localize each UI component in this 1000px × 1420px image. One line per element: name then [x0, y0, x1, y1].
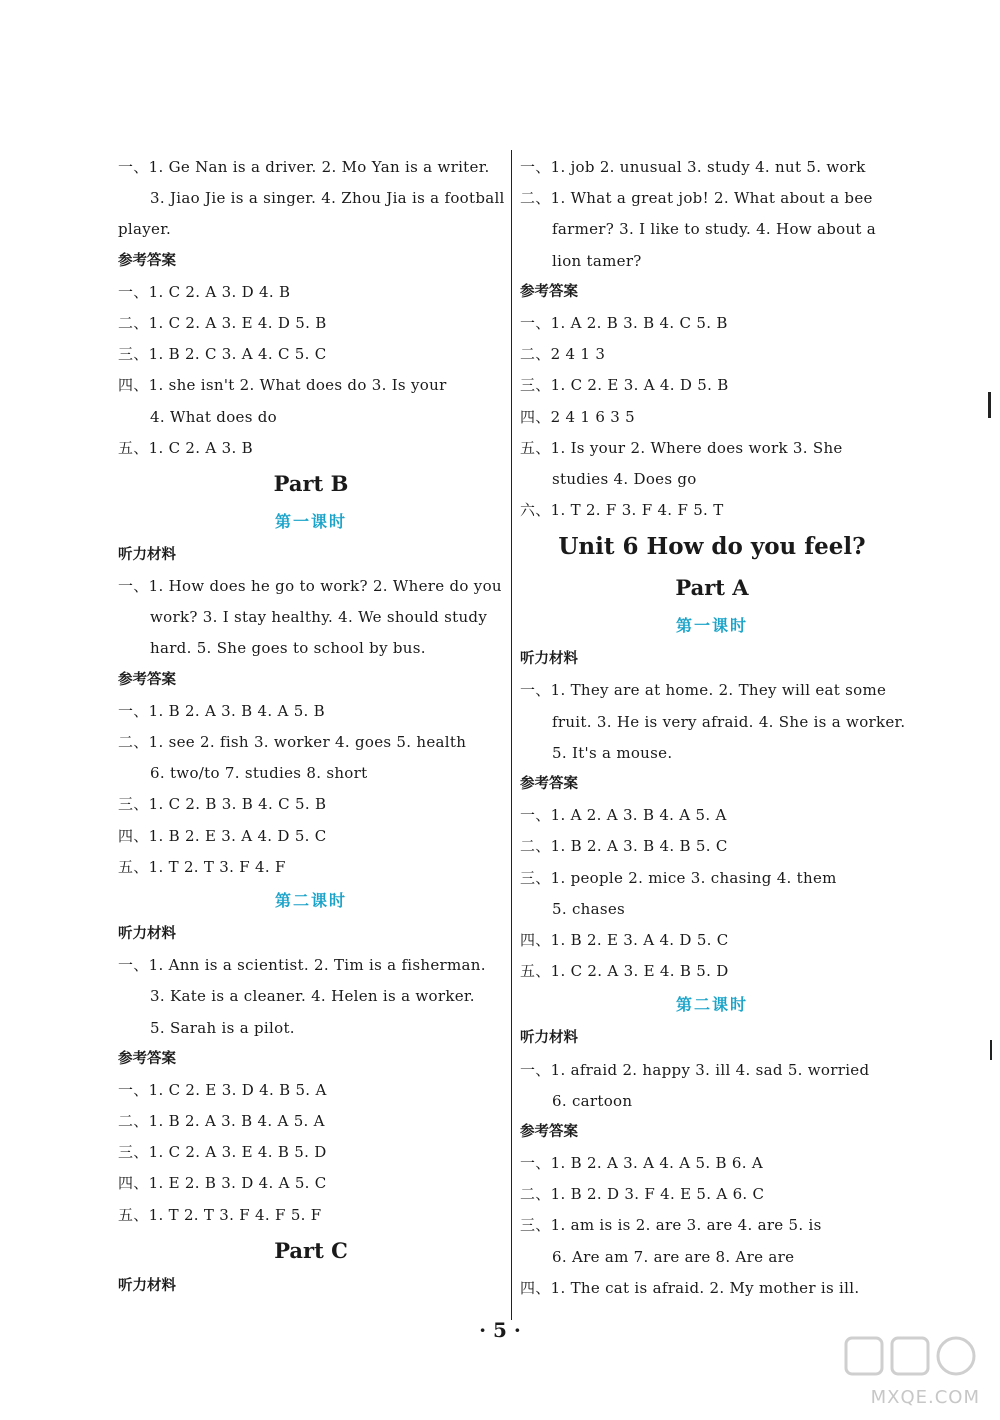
left-answer-line: 五、1. T 2. T 3. F 4. F 5. F — [118, 1205, 322, 1224]
left-answer-line: 三、1. C 2. A 3. E 4. B 5. D — [118, 1143, 327, 1162]
left-column — [118, 152, 504, 1302]
right-section-label: 参考答案 — [520, 776, 578, 792]
right-lesson-heading: 第二课时 — [675, 995, 748, 1015]
scan-edge-mark — [988, 392, 991, 418]
right-answer-line: 6. cartoon — [552, 1091, 633, 1110]
right-unit-heading: Unit 6 How do you feel? — [558, 533, 866, 561]
right-answer-line: 六、1. T 2. F 3. F 4. F 5. T — [520, 501, 724, 520]
right-answer-line: 三、1. people 2. mice 3. chasing 4. them — [520, 868, 837, 887]
right-answer-line: 五、1. Is your 2. Where does work 3. She — [520, 438, 843, 457]
right-answer-line: lion tamer? — [552, 251, 642, 270]
left-answer-line: 五、1. T 2. T 3. F 4. F — [118, 857, 286, 876]
right-answer-line: 三、1. am is is 2. are 3. are 4. are 5. is — [520, 1216, 822, 1235]
right-answer-line: 一、1. afraid 2. happy 3. ill 4. sad 5. worried — [520, 1060, 870, 1079]
left-answer-line: player. — [118, 220, 172, 239]
right-answer-line: 一、1. job 2. unusual 3. study 4. nut 5. work — [520, 158, 866, 176]
left-answer-line: 二、1. C 2. A 3. E 4. D 5. B — [118, 313, 327, 332]
right-answer-line: 一、1. A 2. A 3. B 4. A 5. A — [520, 806, 727, 825]
right-answer-line: 6. Are am 7. are are 8. Are are — [552, 1247, 795, 1266]
left-part-heading: Part B — [273, 470, 349, 496]
right-answer-line: 一、1. They are at home. 2. They will eat some — [520, 681, 887, 700]
right-answer-line: 四、2 4 1 6 3 5 — [520, 407, 636, 426]
left-section-label: 听力材料 — [118, 546, 176, 563]
left-section-label: 参考答案 — [118, 252, 176, 269]
left-section-label: 听力材料 — [118, 925, 176, 942]
left-answer-line: 一、1. Ge Nan is a driver. 2. Mo Yan is a writer. — [118, 158, 490, 176]
right-answer-line: fruit. 3. He is very afraid. 4. She is a worker. — [552, 712, 906, 731]
left-answer-line: 二、1. B 2. A 3. B 4. A 5. A — [118, 1112, 325, 1131]
right-section-label: 参考答案 — [520, 283, 578, 300]
right-answer-line: 二、1. What a great job! 2. What about a bee — [520, 189, 873, 208]
right-answer-line: 四、1. The cat is afraid. 2. My mother is ill. — [520, 1278, 860, 1297]
right-answer-line: 三、1. C 2. E 3. A 4. D 5. B — [520, 376, 729, 395]
right-answer-line: 四、1. B 2. E 3. A 4. D 5. C — [520, 930, 729, 949]
right-answer-line: 5. chases — [552, 899, 626, 918]
left-section-label: 听力材料 — [118, 1277, 176, 1294]
right-answer-line: 5. It's a mouse. — [552, 743, 673, 762]
right-answer-line: 二、1. B 2. D 3. F 4. E 5. A 6. C — [520, 1185, 765, 1204]
left-answer-line: 三、1. C 2. B 3. B 4. C 5. B — [118, 795, 327, 814]
left-answer-line: 四、1. B 2. E 3. A 4. D 5. C — [118, 826, 327, 845]
left-answer-line: 一、1. B 2. A 3. B 4. A 5. B — [118, 701, 326, 720]
left-answer-line: 一、1. Ann is a scientist. 2. Tim is a fisherman. — [118, 956, 486, 975]
left-answer-line: 一、1. How does he go to work? 2. Where do you — [118, 577, 502, 596]
left-answer-line: 3. Kate is a cleaner. 4. Helen is a worker. — [150, 987, 475, 1006]
left-answer-line: work? 3. I stay healthy. 4. We should study — [150, 608, 488, 627]
right-answer-line: studies 4. Does go — [552, 469, 697, 488]
page-number: · 5 · — [479, 1318, 521, 1342]
left-answer-line: 6. two/to 7. studies 8. short — [150, 764, 368, 783]
right-section-label: 听力材料 — [520, 651, 578, 668]
left-answer-line: 4. What does do — [150, 407, 278, 426]
left-section-label: 参考答案 — [118, 1050, 176, 1067]
left-section-label: 参考答案 — [118, 671, 176, 688]
left-part-heading: Part C — [274, 1237, 348, 1263]
right-lesson-heading: 第一课时 — [675, 616, 748, 636]
column-divider — [511, 150, 512, 1320]
right-answer-line: farmer? 3. I like to study. 4. How about a — [552, 220, 877, 239]
left-answer-line: 五、1. C 2. A 3. B — [118, 438, 253, 457]
left-answer-line: 四、1. she isn't 2. What does do 3. Is your — [118, 376, 447, 395]
left-answer-line: 一、1. C 2. A 3. D 4. B — [118, 282, 291, 301]
right-section-label: 听力材料 — [520, 1030, 578, 1047]
right-column — [520, 152, 904, 1304]
left-lesson-heading: 第二课时 — [274, 890, 347, 910]
right-answer-line: 一、1. B 2. A 3. A 4. A 5. B 6. A — [520, 1154, 763, 1173]
right-answer-line: 二、2 4 1 3 — [520, 345, 606, 364]
left-answer-line: 3. Jiao Jie is a singer. 4. Zhou Jia is a football — [150, 189, 505, 208]
right-answer-line: 五、1. C 2. A 3. E 4. B 5. D — [520, 962, 729, 981]
left-answer-line: 三、1. B 2. C 3. A 4. C 5. C — [118, 345, 327, 364]
left-answer-line: 一、1. C 2. E 3. D 4. B 5. A — [118, 1080, 327, 1099]
right-section-label: 参考答案 — [520, 1123, 578, 1140]
right-part-heading: Part A — [675, 575, 749, 601]
left-answer-line: 5. Sarah is a pilot. — [150, 1018, 295, 1037]
right-answer-line: 一、1. A 2. B 3. B 4. C 5. B — [520, 313, 728, 332]
scan-edge-mark — [990, 1040, 992, 1060]
left-lesson-heading: 第一课时 — [274, 511, 347, 531]
left-answer-line: 二、1. see 2. fish 3. worker 4. goes 5. health — [118, 733, 467, 751]
right-answer-line: 二、1. B 2. A 3. B 4. B 5. C — [520, 837, 728, 856]
watermark-text: MXQE.COM — [870, 1387, 980, 1408]
left-answer-line: hard. 5. She goes to school by bus. — [150, 639, 426, 658]
left-answer-line: 四、1. E 2. B 3. D 4. A 5. C — [118, 1174, 327, 1193]
